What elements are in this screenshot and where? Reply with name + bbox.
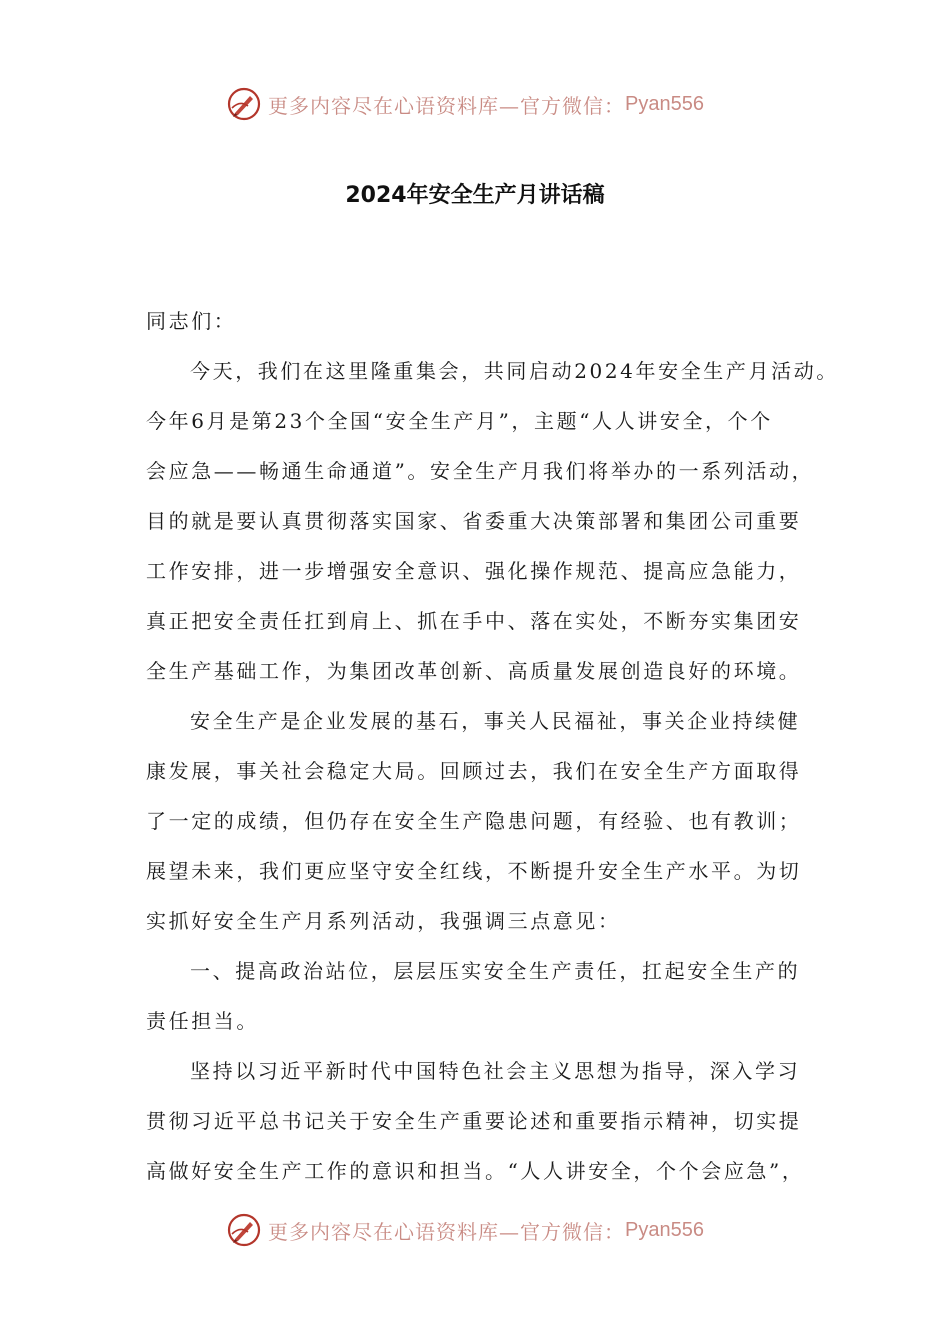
paragraph-line: 坚持以习近平新时代中国特色社会主义思想为指导，深入学习 — [190, 1059, 801, 1083]
pen-logo-icon — [226, 1212, 262, 1248]
paragraph-line: 实抓好安全生产月系列活动，我强调三点意见： — [146, 909, 621, 933]
paragraph-line: 目的就是要认真贯彻落实国家、省委重大决策部署和集团公司重要 — [146, 509, 802, 533]
document-body — [146, 296, 839, 1196]
paragraph-line: 全生产基础工作，为集团改革创新、高质量发展创造良好的环境。 — [146, 659, 802, 683]
watermark-text: 更多内容尽在心语资料库—官方微信： — [268, 93, 625, 118]
watermark-footer — [226, 1210, 704, 1250]
paragraph-line: 会应急——畅通生命通道”。安全生产月我们将举办的一系列活动， — [146, 459, 815, 483]
paragraph-line: 真正把安全责任扛到肩上、抓在手中、落在实处，不断夯实集团安 — [146, 609, 802, 633]
pen-logo-icon — [226, 86, 262, 122]
document-title: 2024年安全生产月讲话稿 — [345, 183, 605, 208]
paragraph-line: 了一定的成绩，但仍存在安全生产隐患问题，有经验、也有教训； — [146, 809, 802, 833]
paragraph-line: 贯彻习近平总书记关于安全生产重要论述和重要指示精神，切实提 — [146, 1109, 802, 1133]
salutation: 同志们： — [146, 309, 237, 333]
paragraph-line: 工作安排，进一步增强安全意识、强化操作规范、提高应急能力， — [146, 559, 802, 583]
watermark-brand: Pyan556 — [625, 92, 704, 115]
paragraph-line: 康发展，事关社会稳定大局。回顾过去，我们在安全生产方面取得 — [146, 759, 802, 783]
paragraph-line: 今年6月是第23个全国“安全生产月”，主题“人人讲安全，个个 — [146, 409, 773, 433]
paragraph-line: 安全生产是企业发展的基石，事关人民福祉，事关企业持续健 — [190, 709, 801, 733]
section-heading-line: 一、提高政治站位，层层压实安全生产责任，扛起安全生产的 — [190, 959, 801, 983]
paragraph-line: 高做好安全生产工作的意识和担当。“人人讲安全，个个会应急”， — [146, 1159, 805, 1183]
paragraph-line: 今天，我们在这里隆重集会，共同启动2024年安全生产月活动。 — [190, 359, 839, 383]
watermark-text: 更多内容尽在心语资料库—官方微信： — [268, 1219, 625, 1244]
watermark-header — [226, 84, 704, 124]
watermark-brand: Pyan556 — [625, 1218, 704, 1241]
section-heading-line: 责任担当。 — [146, 1009, 259, 1033]
paragraph-line: 展望未来，我们更应坚守安全红线，不断提升安全生产水平。为切 — [146, 859, 802, 883]
